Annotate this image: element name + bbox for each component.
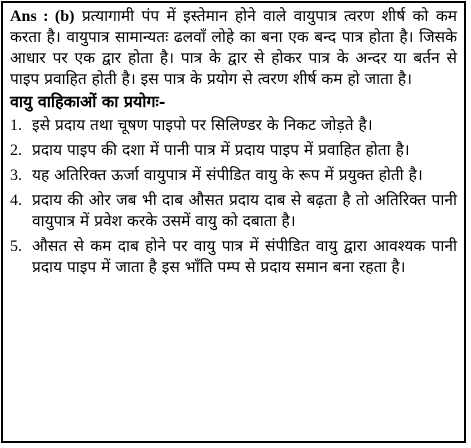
- section-heading: वायु वाहिकाओं का प्रयोगः-: [10, 92, 166, 111]
- answer-paragraph: [10, 6, 457, 90]
- list-item: [10, 236, 457, 278]
- list-item-text: प्रदाय पाइप की दशा में पानी पात्र में प्रदाय पाइप में प्रवाहित होता है।: [32, 141, 410, 159]
- list-item-number: 1.: [10, 117, 22, 134]
- list-item-text: प्रदाय की ओर जब भी दाब औसत प्रदाय दाब से बढ़ता है तो अतिरिक्त पानी वायुपात्र में प्रवेश करके उसमें वायु को दबाता है।: [32, 191, 457, 230]
- uses-list: [10, 115, 457, 278]
- list-item: [10, 190, 457, 232]
- list-item-text: इसे प्रदाय तथा चूषण पाइपो पर सिलिण्डर के निकट जोड़ते है।: [32, 116, 373, 134]
- list-item-number: 3.: [10, 167, 22, 184]
- list-item-text: औसत से कम दाब होने पर वायु पात्र में संपीडित वायु द्वारा आवश्यक पानी प्रदाय पाइप में जाता है इस भाँति पम्प से प्रदाय समान बना रहता है।: [32, 237, 457, 276]
- list-item: [10, 115, 457, 136]
- answer-label: Ans : (b): [10, 8, 75, 25]
- list-item-number: 5.: [10, 238, 22, 255]
- answer-box: [1, 1, 466, 443]
- list-item-text: यह अतिरिक्त ऊर्जा वायुपात्र में संपीडित वायु के रूप में प्रयुक्त होती है।: [32, 166, 423, 184]
- answer-text: प्रत्यागामी पंप में इस्तेमान होने वाले वायुपात्र त्वरण शीर्ष को कम करता है। वायुपात्र सामान्यतः ढलवाँ लोहे का बना एक बन्द पात्र होता है। जिसके आधार पर एक द्वार होता है। पात्र के द्वार से होकर पात्र के अन्दर या बर्तन से पाइप प्रवाहित होती है। इस पात्र के प्रयोग से त्वरण शीर्ष कम हो जाता है।: [10, 7, 457, 88]
- list-item-number: 4.: [10, 192, 22, 209]
- list-item-number: 2.: [10, 142, 22, 159]
- list-item: [10, 165, 457, 186]
- list-item: [10, 140, 457, 161]
